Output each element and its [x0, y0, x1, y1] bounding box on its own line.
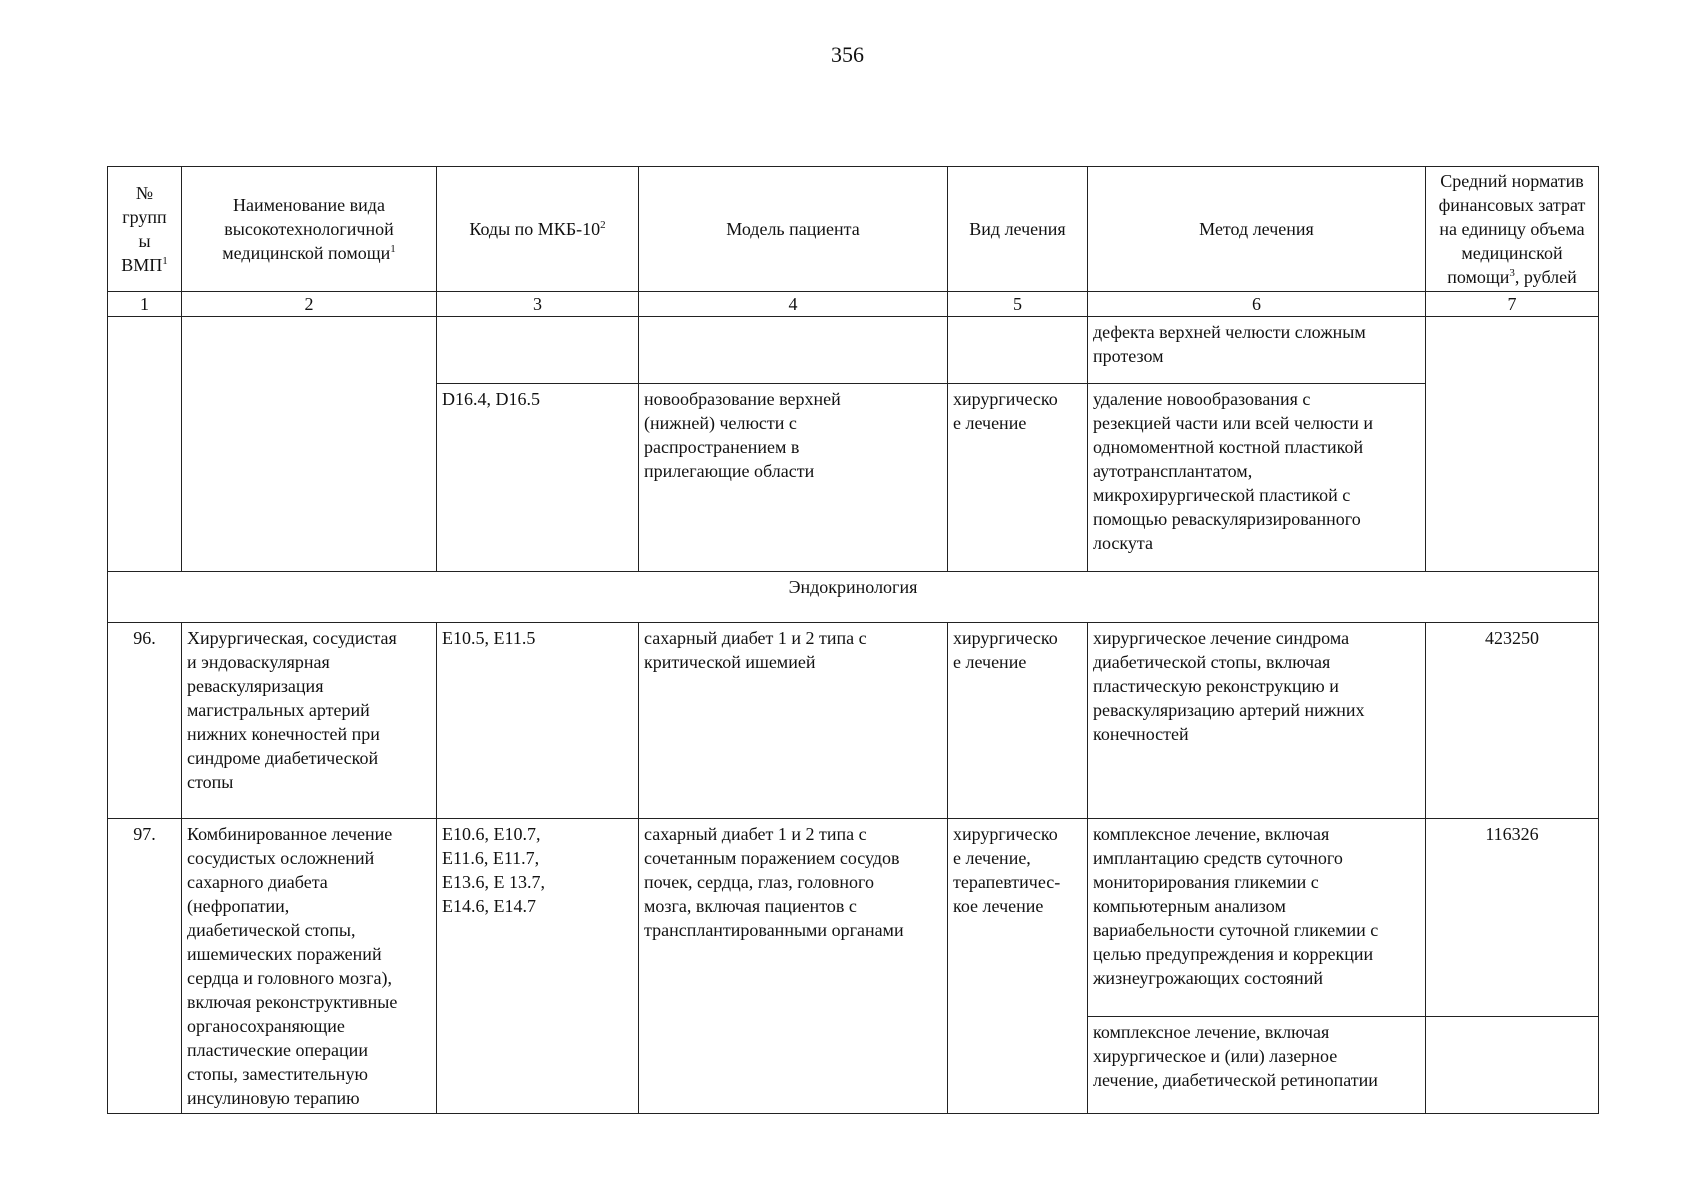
- column-number: 4: [639, 292, 948, 317]
- section-row: [108, 572, 1599, 623]
- column-number: 1: [108, 292, 182, 317]
- header-group-number: № групп ы ВМП$^1$: [108, 167, 182, 292]
- cell-treatment-type: хирургическо е лечение: [948, 623, 1088, 819]
- column-number: 2: [182, 292, 437, 317]
- cell-empty: [108, 317, 182, 572]
- header-treatment-type: Вид лечения: [948, 167, 1088, 292]
- cell-icd-codes: D16.4, D16.5: [437, 384, 639, 572]
- column-number: 3: [437, 292, 639, 317]
- cell-patient-model: сахарный диабет 1 и 2 типа с сочетанным поражением сосудов почек, сердца, глаз, головного мозга, включая пациентов с трансплантированными органами: [639, 819, 948, 1114]
- table-row: [108, 819, 1599, 1017]
- cell-empty: [1426, 317, 1599, 572]
- cell-patient-model: сахарный диабет 1 и 2 типа с критической ишемией: [639, 623, 948, 819]
- cell-empty: [182, 317, 437, 572]
- page-number: 356: [831, 42, 864, 67]
- cell-group-number: 97.: [108, 819, 182, 1114]
- cell-cost: 423250: [1426, 623, 1599, 819]
- vmp-table: [107, 166, 1599, 1114]
- table-row: [108, 623, 1599, 819]
- cell-vmp-name: Хирургическая, сосудистая и эндоваскулярная реваскуляризация магистральных артерий нижних конечностей при синдроме диабетической стопы: [182, 623, 437, 819]
- cell-group-number: 96.: [108, 623, 182, 819]
- cell-icd-codes: E10.5, E11.5: [437, 623, 639, 819]
- cell-method: комплексное лечение, включая имплантацию средств суточного мониторирования гликемии с компьютерным анализом вариабельности суточной гликемии с целью предупреждения и коррекции жизнеугрожающих состояний: [1088, 819, 1426, 1017]
- column-number: 5: [948, 292, 1088, 317]
- cell-treatment-type: хирургическо е лечение, терапевтичес- кое лечение: [948, 819, 1088, 1114]
- cell-method: дефекта верхней челюсти сложным протезом: [1088, 317, 1426, 384]
- cell-cost: 116326: [1426, 819, 1599, 1017]
- column-number: 7: [1426, 292, 1599, 317]
- cell-method: удаление новообразования с резекцией части или всей челюсти и одномоментной костной пластикой аутотрансплантатом, микрохирургической пластикой с помощью реваскуляризированного лоскута: [1088, 384, 1426, 572]
- cell-icd-codes: E10.6, E10.7, E11.6, E11.7, E13.6, E 13.7, E14.6, E14.7: [437, 819, 639, 1114]
- header-cost-standard: Средний норматив финансовых затрат на единицу объема медицинской помощи$^3$, рублей: [1426, 167, 1599, 292]
- cell-empty: [948, 317, 1088, 384]
- cell-empty: [437, 317, 639, 384]
- header-icd-codes: Коды по МКБ-$10^2$: [437, 167, 639, 292]
- cell-patient-model: новообразование верхней (нижней) челюсти с распространением в прилегающие области: [639, 384, 948, 572]
- cell-empty: [639, 317, 948, 384]
- header-vmp-name: Наименование вида высокотехнологичной медицинской помощи$^1$: [182, 167, 437, 292]
- cell-vmp-name: Комбинированное лечение сосудистых осложнений сахарного диабета (нефропатии, диабетической стопы, ишемических поражений сердца и головного мозга), включая реконструктивные органосохраняющие пластические операции стопы, заместительную инсулиновую терапию: [182, 819, 437, 1114]
- cell-empty: [1426, 1017, 1599, 1114]
- header-patient-model: Модель пациента: [639, 167, 948, 292]
- cell-method: комплексное лечение, включая хирургическое и (или) лазерное лечение, диабетической ретинопатии: [1088, 1017, 1426, 1114]
- cell-treatment-type: хирургическо е лечение: [948, 384, 1088, 572]
- section-title: Эндокринология: [108, 572, 1599, 623]
- table-header-row: [108, 167, 1599, 292]
- table-row: [108, 317, 1599, 384]
- header-treatment-method: Метод лечения: [1088, 167, 1426, 292]
- cell-method: хирургическое лечение синдрома диабетической стопы, включая пластическую реконструкцию и реваскуляризацию артерий нижних конечностей: [1088, 623, 1426, 819]
- column-number: 6: [1088, 292, 1426, 317]
- column-numbers-row: [108, 292, 1599, 317]
